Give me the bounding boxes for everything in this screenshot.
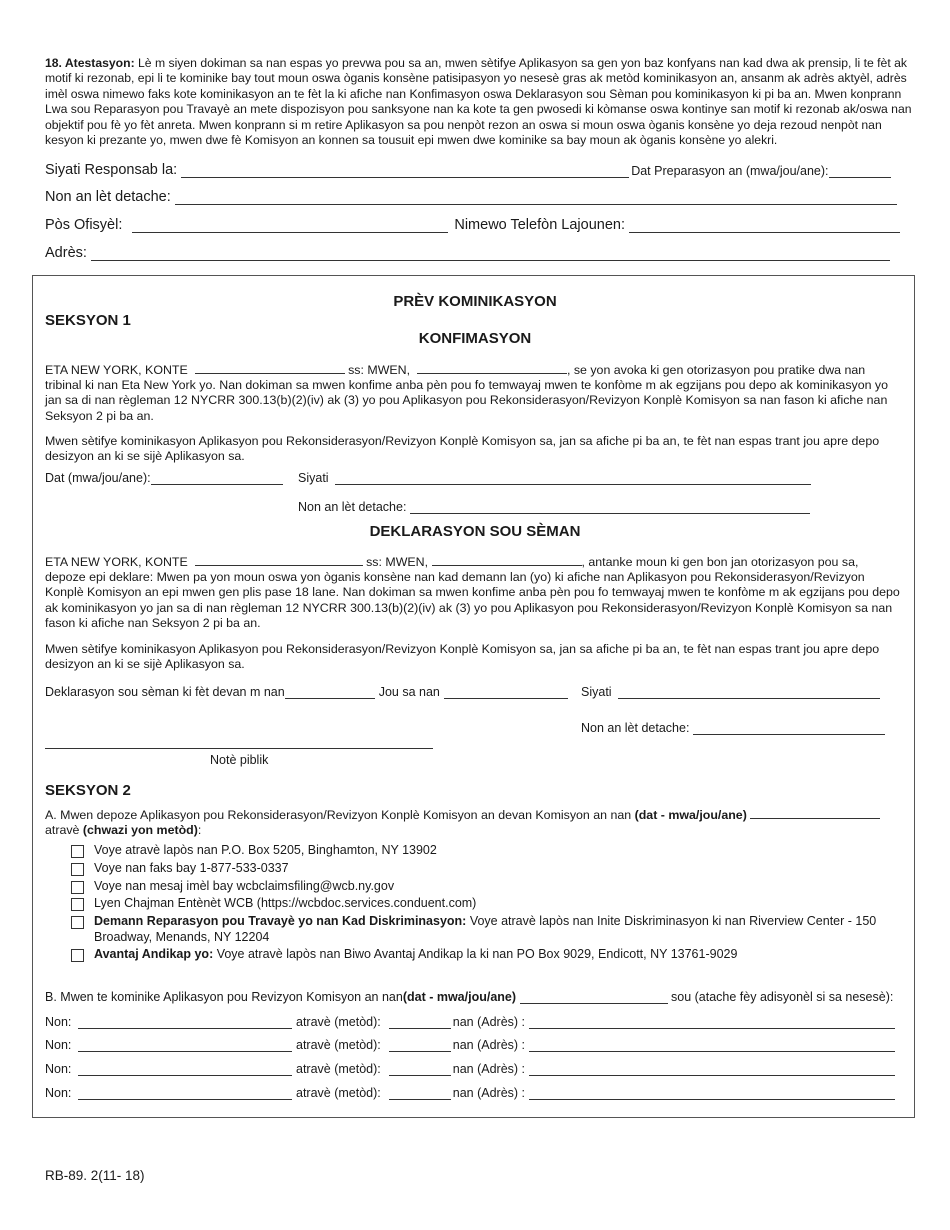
attestation-heading: 18. Atestasyon: [45,56,135,70]
recipient-address-label: nan (Adrès) : [452,1086,526,1100]
notary-label: Notè piblik [210,753,269,767]
affidavit-heading: DEKLARASYON SOU SÈMAN [369,523,581,540]
recipient-row [45,1086,895,1100]
day-label: Jou sa nan [378,685,440,699]
part-a-paragraph [45,807,901,838]
recipient-method-label: atravè (metòd): [296,1062,381,1076]
option-discrimination: Demann Reparasyon pou Travayè yo nan Kad Diskriminasyon: Voye atravè lapòs nan Inite Diskriminasyon ki nan Riverview Center - 150 Broadway, Menands, NY 12204 [94,914,877,944]
attestation-paragraph [45,56,913,148]
office-phone-row [45,217,900,233]
confirmation-county-field[interactable] [195,362,345,374]
recipient-address-field[interactable] [529,1062,895,1076]
prep-date-label: Dat Preparasyon an (mwa/jou/ane): [631,164,829,178]
option-disability: Avantaj Andikap yo: Voye atravè lapòs nan Biwo Avantaj Andikap la ki nan PO Box 9029, Endicott, NY 13761-9029 [94,947,738,961]
part-a-line2-suffix: : [197,823,202,838]
recipient-address-label: nan (Adrès) : [452,1038,526,1052]
option-online-checkbox[interactable] [71,898,84,911]
recipient-method-field[interactable] [389,1062,451,1076]
part-a-date-hint: (dat - mwa/jou/ane) [634,808,747,822]
proof-heading: PRÈV KOMINIKASYON [393,293,557,310]
recipient-name-label: Non: [45,1086,72,1100]
print-name-field[interactable] [175,190,897,205]
recipient-row [45,1015,895,1029]
confirmation-date-label: Dat (mwa/jou/ane): [45,471,151,485]
sworn-label: Deklarasyon sou sèman ki fèt devan m nan [45,685,285,699]
recipient-row [45,1038,895,1052]
day-field[interactable] [444,685,568,699]
option-email-checkbox[interactable] [71,881,84,894]
confirmation-print-name-field[interactable] [410,500,810,514]
recipient-address-field[interactable] [529,1086,895,1100]
option-disability-checkbox[interactable] [71,949,84,962]
confirmation-signature-field[interactable] [335,471,811,485]
office-position-field[interactable] [132,218,448,233]
recipient-address-label: nan (Adrès) : [452,1062,526,1076]
phone-field[interactable] [629,218,900,233]
office-position-label: Pòs Ofisyèl: [45,217,123,233]
recipient-name-field[interactable] [78,1086,292,1100]
option-email: Voye nan mesaj imèl bay wcbclaimsfiling@wcb.ny.gov [94,879,395,893]
recipient-method-label: atravè (metòd): [296,1015,381,1029]
confirmation-attorney-name-field[interactable] [417,362,567,374]
recipient-address-label: nan (Adrès) : [452,1015,526,1029]
confirmation-state-label: ETA NEW YORK, KONTE [45,363,188,377]
confirmation-print-name-row [298,500,810,514]
confirmation-signature-label: Siyati [298,471,329,485]
section2-title: SEKSYON 2 [45,782,131,799]
affidavit-certify-paragraph: Mwen sètifye kominikasyon Aplikasyon pou Rekonsiderasyon/Revizyon Konplè Komisyon sa, jan sa afiche pi ba an, te fèt nan espas trant jou apre depo desizyon an ki se sijè Aplikasyon sa. [45,642,880,672]
prep-date-field[interactable] [829,163,891,178]
recipient-name-label: Non: [45,1015,72,1029]
affidavit-signature-row [581,685,880,699]
confirmation-date-field[interactable] [151,471,283,485]
confirmation-signature-row [298,471,811,485]
part-a-prefix: A. Mwen depoze Aplikasyon pou Rekonsiderasyon/Revizyon Konplè Komisyon an devan Komisyon an nan [45,808,635,822]
recipient-address-field[interactable] [529,1015,895,1029]
part-a-date-field[interactable] [750,807,880,819]
affidavit-deponent-name-field[interactable] [432,554,582,566]
affidavit-state-label: ETA NEW YORK, KONTE [45,555,188,569]
option-online: Lyen Chajman Entènèt WCB (https://wcbdoc.services.conduent.com) [94,896,477,910]
confirmation-text-1: , se yon avoka ki gen otorizasyon pou pratike dwa nan tribinal ki nan Eta New York yo. Nan dokiman sa mwen konfime anba pèn pou fo temwayaj mwen te konfòme m ak egzijans pou depo ak kominikasyon yo jan sa di nan règleman 12 NYCRR 300.13(b)(2)(iv) ak (3) yo pou Aplikasyon pou Rekonsiderasyon/Revizyon Konplè Komisyon sa nan fason ki afiche nan Seksyon 2 pi ba an. [45,363,889,423]
recipient-name-field[interactable] [78,1038,292,1052]
recipient-method-field[interactable] [389,1038,451,1052]
address-label: Adrès: [45,245,87,261]
affidavit-paragraph [45,554,901,631]
confirmation-heading: KONFIMASYON [418,330,532,347]
sworn-field[interactable] [285,685,375,699]
phone-label: Nimewo Telefòn Lajounen: [454,217,625,233]
affidavit-print-name-field[interactable] [693,721,885,735]
recipient-name-field[interactable] [78,1062,292,1076]
affidavit-print-name-row [581,721,885,735]
part-b-date-field[interactable] [520,990,668,1004]
responsible-signature-field[interactable] [181,163,629,178]
sworn-row [45,685,568,699]
recipient-name-field[interactable] [78,1015,292,1029]
recipient-name-label: Non: [45,1038,72,1052]
section1-title: SEKSYON 1 [45,312,131,329]
recipient-row [45,1062,895,1076]
recipient-method-label: atravè (metòd): [296,1086,381,1100]
part-a-method-hint: (chwazi yon metòd) [82,823,198,838]
print-name-row [45,189,897,205]
notary-signature-field[interactable] [45,748,433,749]
recipient-address-field[interactable] [529,1038,895,1052]
confirmation-date-row [45,471,283,485]
attestation-text: Lè m siyen dokiman sa nan espas yo prevwa pou sa an, mwen sètifye Aplikasyon sa gen yon baz konfyans nan kad dwa ak prensip, li te fèt ak motif ki rezonab, epi li te kominike bay tout moun oswa òganis konsène patisipasyon yo nesesè gras ak metòd kominikasyon an, ansanm ak adrès aktyèl, adrès imèl oswa nimewo faks kote kominikasyon an te fèt la ki afiche nan Konfimasyon oswa Deklarasyon sou Sèman pou kominikasyon ki pi ba an. Mwen konprann Lwa sou Reparasyon pou Travayè an mete dispozisyon pou sanksyone nan ka kote ta gen pwosedi ki kòmanse oswa kontinye san motif ki rezonab ak/oswa nan objektif pou fè yo fèt anreta. Mwen konprann si m retire Aplikasyon sa pou nenpòt rezon an oswa si moun oswa òganis konsène yo deja rezoud nenpòt nan kesyon ki prezante yo, mwen dwe fè Komisyon an konnen sa tousuit epi mwen dwe kominike sa bay moun ak òganis konsène yo alekri. [45,56,912,148]
option-discrimination-checkbox[interactable] [71,916,84,929]
affidavit-county-field[interactable] [195,554,363,566]
part-b-suffix: sou (atache fèy adisyonèl si sa nesesè): [671,990,894,1004]
affidavit-signature-label: Siyati [581,685,612,699]
recipient-method-field[interactable] [389,1015,451,1029]
print-name-label: Non an lèt detache: [45,189,171,205]
responsible-signature-label: Siyati Responsab la: [45,162,178,178]
confirmation-certify-paragraph: Mwen sètifye kominikasyon Aplikasyon pou Rekonsiderasyon/Revizyon Konplè Komisyon sa, jan sa afiche pi ba an, te fèt nan espas trant jou apre depo desizyon an ki se sijè Aplikasyon sa. [45,434,880,464]
affidavit-signature-field[interactable] [618,685,880,699]
part-b-date-hint: (dat - mwa/jou/ane) [402,990,517,1004]
part-b-row [45,990,893,1004]
part-b-prefix: B. Mwen te kominike Aplikasyon pou Revizyon Komisyon an nan [45,990,403,1004]
option-mail-binghamton-checkbox[interactable] [71,845,84,858]
recipient-method-field[interactable] [389,1086,451,1100]
part-a-line2-prefix: atravè [45,823,83,838]
option-fax-checkbox[interactable] [71,863,84,876]
option-fax: Voye nan faks bay 1-877-533-0337 [94,861,289,875]
form-code: RB-89. 2(11- 18) [45,1168,145,1183]
affidavit-ss-label: ss: MWEN, [366,555,429,569]
affidavit-print-name-label: Non an lèt detache: [581,721,690,735]
confirmation-paragraph [45,362,901,424]
option-mail-binghamton: Voye atravè lapòs nan P.O. Box 5205, Binghamton, NY 13902 [94,843,437,857]
recipient-name-label: Non: [45,1062,72,1076]
confirmation-ss-label: ss: MWEN, [348,363,411,377]
affidavit-text-1: , antanke moun ki gen bon jan otorizasyon pou sa, depoze epi deklare: Mwen pa yon moun oswa yon òganis konsène nan kad demann lan (yo) ki afiche nan Aplikasyon pou Rekonsiderasyon/Revizyon Konplè Komisyon an epi mwen gen plis pase 18 lane. Nan dokiman sa mwen konfime anba pèn pou fo temwayaj mwen te konfòme m ak egzijans pou depo ak kominikasyon yo jan sa di nan règleman 12 NYCRR 300.13(b)(2)(iv) ak (3) yo pou Aplikasyon pou Rekonsiderasyon/Revizyon Konplè Komisyon sa nan fason ki afiche nan Seksyon 2 pi ba an. [45,555,900,630]
address-field[interactable] [91,246,890,261]
recipient-method-label: atravè (metòd): [296,1038,381,1052]
responsible-signature-row [45,162,891,178]
confirmation-print-name-label: Non an lèt detache: [298,500,407,514]
address-row [45,245,890,261]
